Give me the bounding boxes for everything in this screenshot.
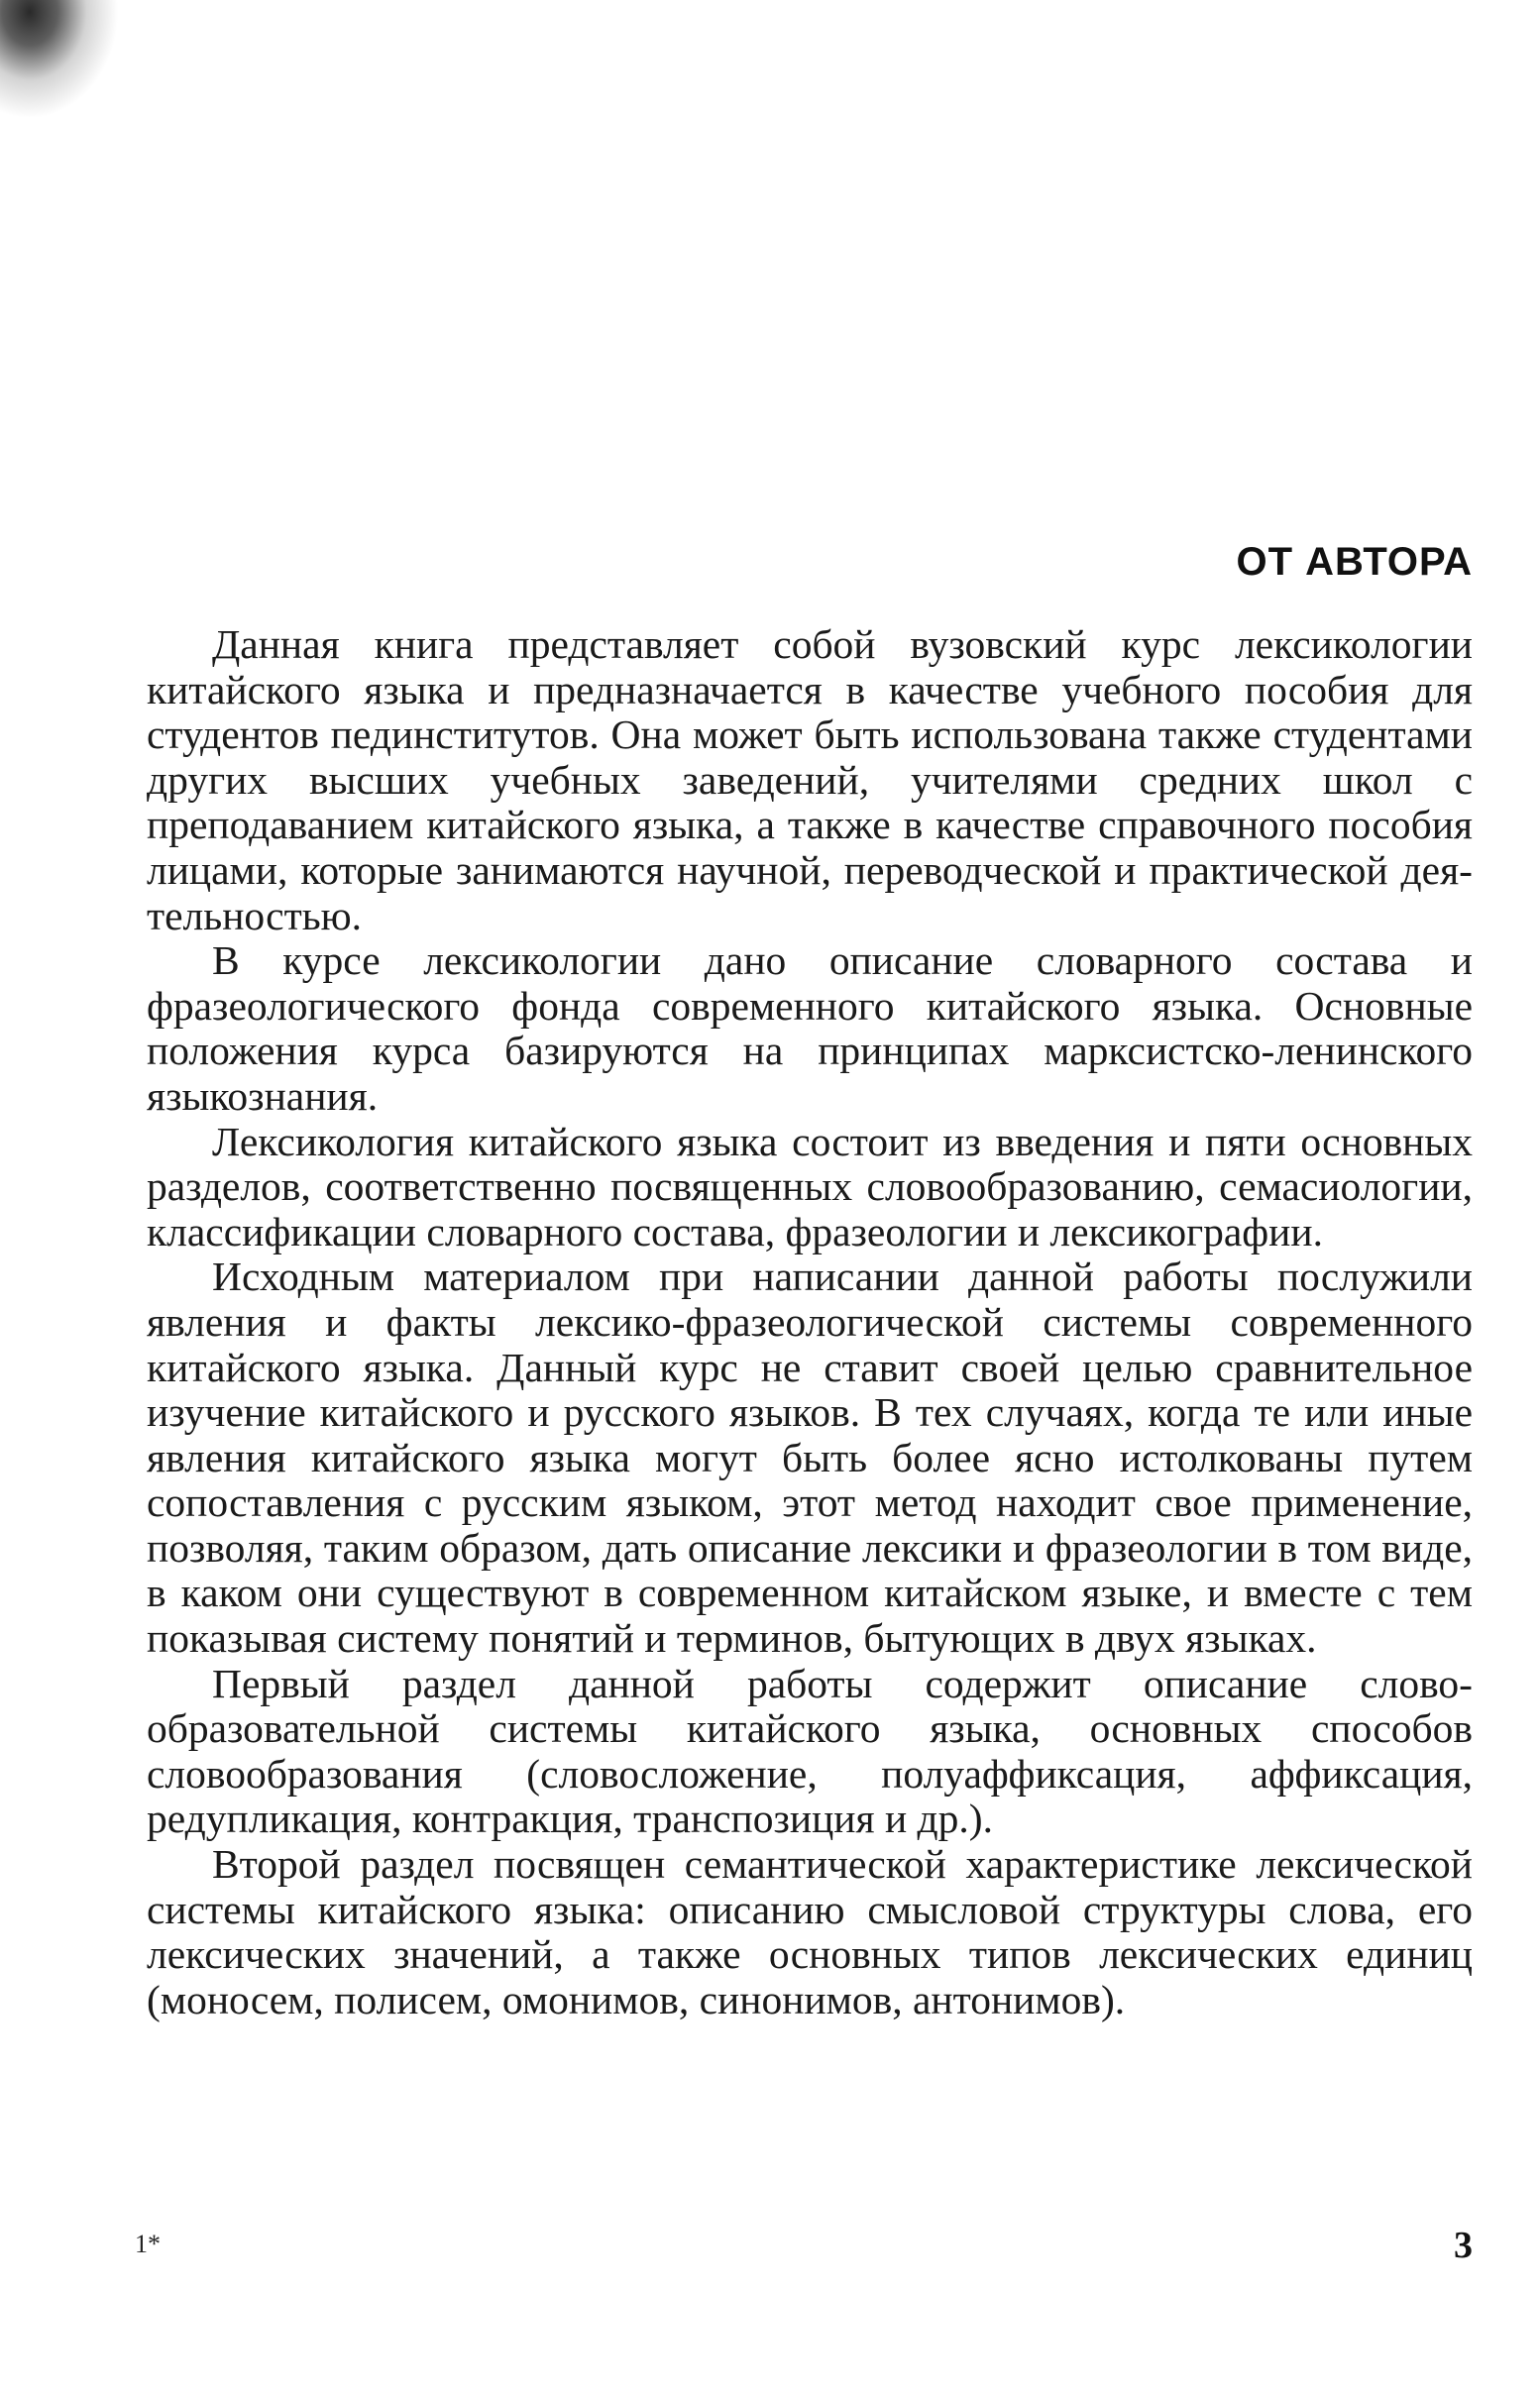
body-text bbox=[147, 622, 1473, 2022]
paragraph: Лексикология китайского языка состоит из введения и пяти основных разделов, соответственно посвященных словообразованию, семасиологии, классификации словарного состава, фразеологии и лексикографии. bbox=[147, 1118, 1473, 1254]
paragraph: Исходным материалом при написании данной работы послужили явления и факты лексико-фразеологической системы современного китайского языка. Данный курс не ставит своей целью сравнительное изучение китайского и русского языков. В тех случаях, когда те или иные явления китайского языка могут быть более ясно истолкованы путем сопоставления с русским языком, этот метод находит свое применение, позволяя, таким образом, дать описание лексики и фразеологии в том виде, в каком они существуют в современном китайском языке, и вместе с тем показывая систему понятий и терминов, бытующих в двух языках. bbox=[147, 1254, 1473, 1662]
paragraph: Второй раздел посвящен семантической характеристике лексической системы китайского языка: описанию смысловой структуры слова, его лексических значений, а также основных типов лексических единиц (моносем, полисем, омонимов, синонимов, антонимов). bbox=[147, 1841, 1473, 2022]
page-title: ОТ АВТОРА bbox=[1236, 540, 1473, 584]
paragraph: Данная книга представляет собой вузовский курс лексикологии китайского языка и предназначается в качестве учебного пособия для студентов пединститутов. Она может быть использована также студентами других высших учебных заведений, учителями средних школ с преподаванием китайского языка, а также в качестве справочного пособия лицами, которые занимаются научной, переводческой и практической деятельностью. bbox=[147, 621, 1473, 938]
paragraph: В курсе лексикологии дано описание словарного состава и фразеологического фонда современного китайского языка. Основные положения курса базируются на принципах марксистско-ленинского языкознания. bbox=[147, 937, 1473, 1119]
scan-smudge bbox=[0, 0, 119, 119]
signature-mark: 1* bbox=[135, 2230, 161, 2258]
paragraph: Первый раздел данной работы содержит описание словообразовательной системы китайского языка, основных способов словообразования (словосложение, полуаффиксация, аффиксация, редупликация, контракция, транспозиция и др.). bbox=[147, 1660, 1473, 1842]
page-number: 3 bbox=[1454, 2225, 1473, 2266]
